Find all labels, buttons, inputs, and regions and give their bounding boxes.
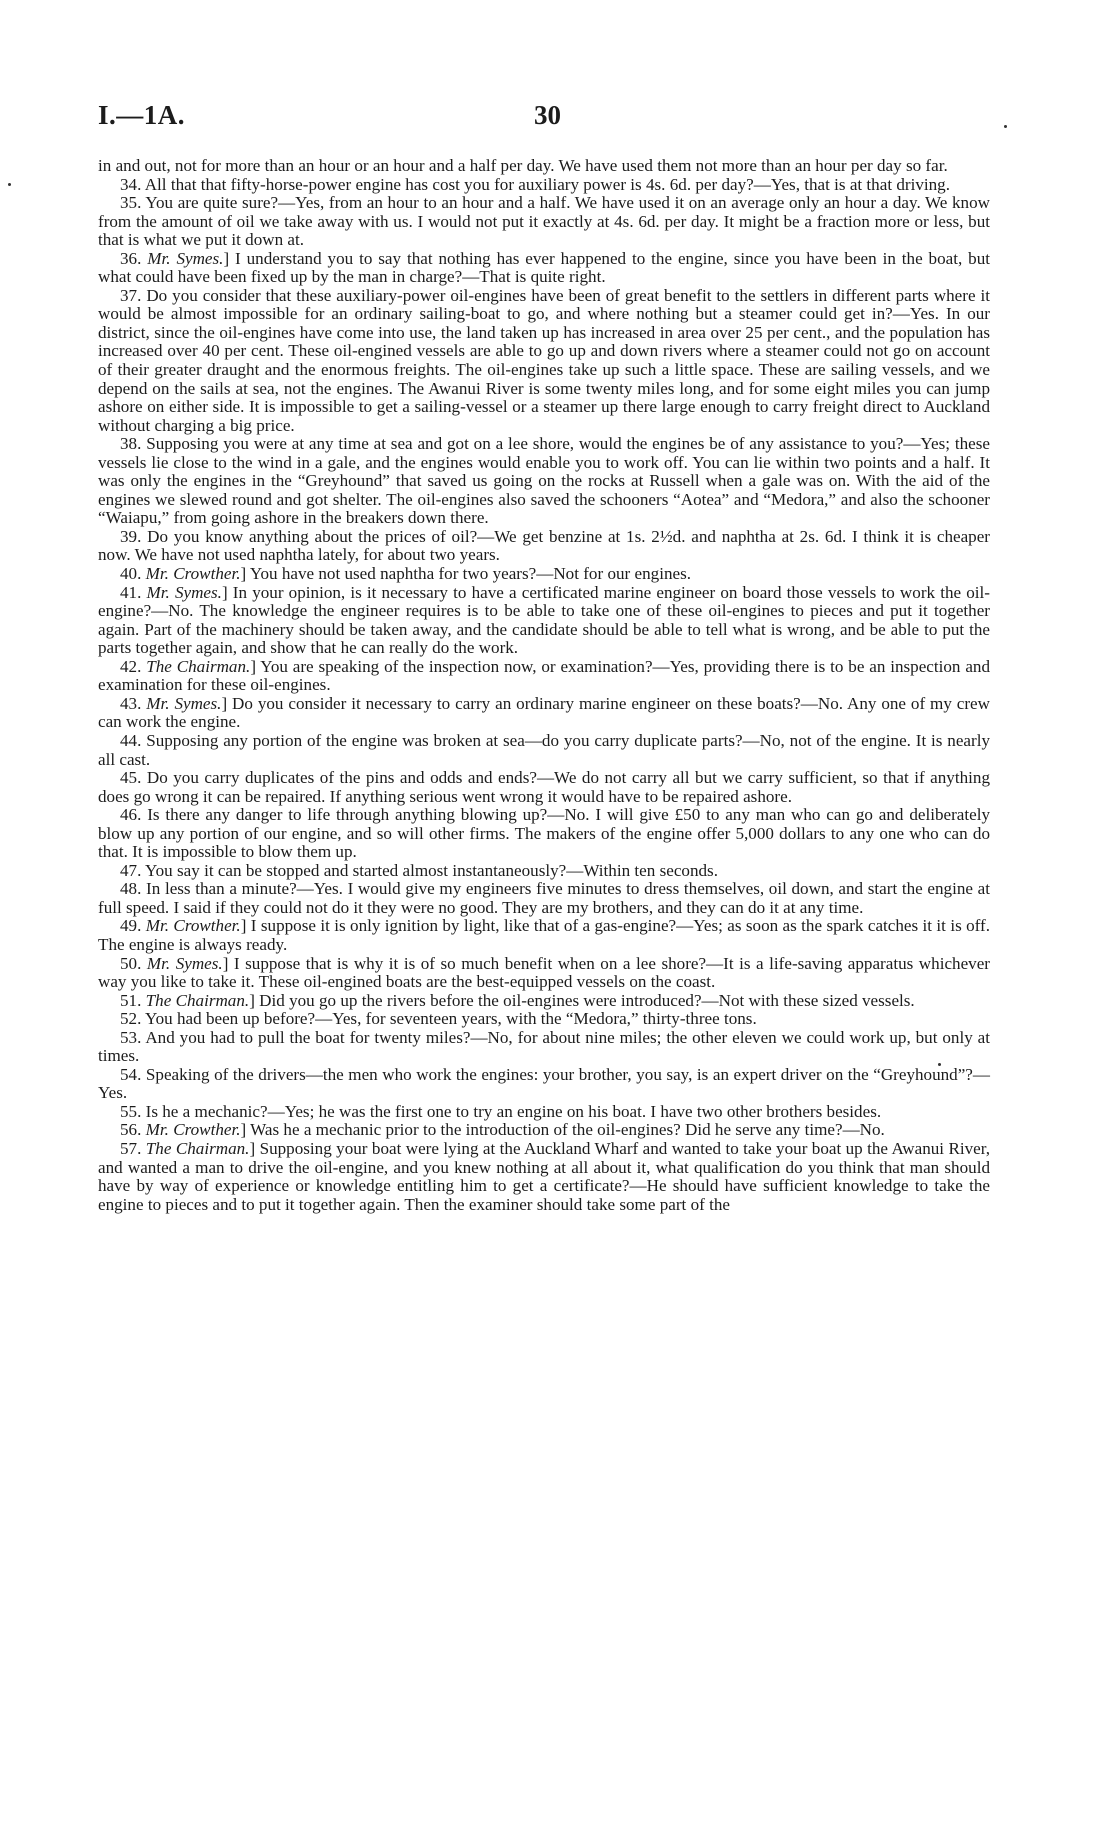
paragraph-text: in and out, not for more than an hour or an hour and a half per day. We have used them not more than an hour per day so far.: [98, 156, 948, 175]
testimony-paragraph: [98, 435, 990, 528]
page-header: [98, 100, 990, 140]
question-number: 49.: [120, 916, 142, 936]
testimony-paragraph: [98, 1140, 990, 1214]
testimony-paragraph: [98, 806, 990, 862]
paragraph-text: ] Supposing your boat were lying at the Auckland Wharf and wanted to take your boat up the Awanui River, and wanted a man to drive the oil-engine, and you knew nothing at all about it, what qualification do you think that man should have by way of experience or knowledge entitling him to get a certificate?—He should have sufficient knowledge to take the engine to pieces and to put it together again. Then the examiner should take some part of the: [98, 1138, 991, 1214]
speaker-name: The Chairman.: [146, 656, 251, 676]
paragraph-text: ] Do you consider it necessary to carry an ordinary marine engineer on these boats?—No. Any one of my crew can work the engine.: [98, 693, 990, 732]
testimony-paragraph: [98, 157, 990, 176]
question-number: 41.: [120, 582, 142, 602]
testimony-paragraph: [98, 880, 990, 917]
speaker-name: Mr. Crowther.: [145, 916, 241, 936]
speaker-name: Mr. Symes.: [147, 248, 224, 268]
speaker-name: Mr. Symes.: [146, 693, 222, 713]
paragraph-text: 39. Do you know anything about the prices of oil?—We get benzine at 1s. 2½d. and naphtha at 2s. 6d. I think it is cheaper now. We have not used naphtha lately, for about two years.: [98, 526, 990, 565]
speaker-name: Mr. Crowther.: [145, 564, 241, 584]
testimony-paragraph: [98, 176, 990, 195]
testimony-paragraph: [98, 955, 990, 992]
paragraph-text: 47. You say it can be stopped and started almost instantaneously?—Within ten seconds.: [120, 860, 718, 880]
paragraph-text: 46. Is there any danger to life through anything blowing up?—No. I will give £50 to any man who can go and deliberately blow up any portion of our engine, and so will other firms. The makers of the engine offer 5,000 dollars to any one who can do that. It is impossible to blow them up.: [98, 805, 990, 862]
speck-mark: [1004, 125, 1007, 128]
question-number: 36.: [120, 248, 142, 268]
testimony-paragraph: [98, 287, 990, 435]
paragraph-text: 44. Supposing any portion of the engine was broken at sea—do you carry duplicate parts?—No, not of the engine. It is nearly all cast.: [98, 730, 990, 769]
paragraph-text: 38. Supposing you were at any time at sea and got on a lee shore, would the engines be of any assistance to you?—Yes; these vessels lie close to the wind in a gale, and the engines would enable you to work off. You can lie within two points and a half. It was only the engines in the “Greyhound” that saved us going on the rocks at Russell when a gale was on. With the aid of the engines we slewed round and got shelter. The oil-engines also saved the schooners “Aotea” and “Medora,” and also the schooner “Waiapu,” from going ashore in the breakers down there.: [98, 434, 990, 528]
paragraph-text: 37. Do you consider that these auxiliary-power oil-engines have been of great benefit to the settlers in different parts where it would be almost impossible for an ordinary sailing-boat to go, and where nothing but a steamer could get in?—Yes. In our district, since the oil-engines have come into use, the land taken up has increased in area over 25 per cent., and the population has increased over 40 per cent. These oil-engined vessels are able to go up and down rivers where a steamer could not go on account of their greater draught and the enormous freights. The oil-engines take up such a little space. These are sailing vessels, and we depend on the sails at sea, not the engines. The Awanui River is some twenty miles long, and for some eight miles you can jump ashore on either side. It is impossible to get a sailing-vessel or a steamer up there large enough to carry freight direct to Auckland without charging a big price.: [98, 285, 990, 435]
testimony-paragraph: [98, 992, 990, 1011]
testimony-paragraph: [98, 565, 990, 584]
paragraph-text: 45. Do you carry duplicates of the pins and odds and ends?—We do not carry all but we carry sufficient, so that if anything does go wrong it can be repaired. If anything serious went wrong it would have to be repaired ashore.: [98, 768, 990, 806]
testimony-paragraph: [98, 1066, 990, 1103]
speaker-name: Mr. Crowther.: [145, 1120, 241, 1140]
testimony-paragraph: [98, 528, 990, 565]
question-number: 43.: [120, 693, 142, 713]
speaker-name: The Chairman.: [145, 990, 250, 1010]
paragraph-text: 35. You are quite sure?—Yes, from an hour to an hour and a half. We have used it on an average only an hour a day. We know from the amount of oil we take away with us. I would not put it exactly at 4s. 6d. per day. It might be a fraction more or less, but that is what we put it down at.: [98, 193, 990, 250]
paragraph-text: ] I suppose that is why it is of so much benefit when on a lee shore?—It is a life-saving apparatus whichever way you like to take it. These oil-engined boats are the best-equipped vessels on the coast.: [98, 953, 990, 992]
paragraph-text: 53. And you had to pull the boat for twenty miles?—No, for about nine miles; the other eleven we could work up, but only at times.: [98, 1027, 990, 1066]
paragraph-text: ] I suppose it is only ignition by light, like that of a gas-engine?—Yes; as soon as the spark catches it it is off. The engine is always ready.: [98, 916, 991, 954]
testimony-paragraph: [98, 250, 990, 287]
paragraph-text: 34. All that that fifty-horse-power engine has cost you for auxiliary power is 4s. 6d. per day?—Yes, that is at that driving.: [120, 174, 950, 194]
speaker-name: The Chairman.: [145, 1138, 250, 1158]
page-number: 30: [534, 100, 561, 130]
paragraph-text: 48. In less than a minute?—Yes. I would give my engineers five minutes to dress themselves, oil down, and start the engine at full speed. I said if they could not do it they were no good. They are my brothers, and they can do it at any time.: [98, 879, 990, 917]
question-number: 56.: [120, 1120, 142, 1140]
question-number: 51.: [120, 990, 142, 1010]
speck-mark: [8, 183, 11, 186]
testimony-paragraph: [98, 1029, 990, 1066]
speaker-name: Mr. Symes.: [146, 953, 223, 973]
testimony-paragraph: [98, 695, 990, 732]
paragraph-text: ] In your opinion, is it necessary to have a certificated marine engineer on board those vessels to work the oil-engine?—No. The knowledge the engineer requires is to be able to take one of these oil-engines to pieces and put it together again. Part of the machinery should be taken away, and the candidate should be able to tell what is wrong, and be able to put the parts together again, and show that he can really do the work.: [98, 582, 990, 658]
testimony-paragraph: [98, 862, 990, 881]
speaker-name: Mr. Symes.: [146, 582, 222, 602]
paragraph-text: 52. You had been up before?—Yes, for seventeen years, with the “Medora,” thirty-three tons.: [120, 1009, 757, 1029]
question-number: 40.: [120, 564, 142, 584]
testimony-paragraph: [98, 1121, 990, 1140]
testimony-paragraph: [98, 917, 990, 954]
testimony-paragraph: [98, 194, 990, 250]
testimony-paragraph: [98, 1010, 990, 1029]
document-reference: I.—1A.: [98, 100, 186, 130]
paragraph-text: ] Did you go up the rivers before the oil-engines were introduced?—Not with these sized vessels.: [249, 990, 915, 1010]
testimony-paragraph: [98, 732, 990, 769]
testimony-paragraph: [98, 1103, 990, 1122]
testimony-paragraph: [98, 658, 990, 695]
paragraph-text: ] Was he a mechanic prior to the introduction of the oil-engines? Did he serve any time?—No.: [240, 1120, 885, 1140]
paragraph-text: 54. Speaking of the drivers—the men who work the engines: your brother, you say, is an expert driver on the “Greyhound”?—Yes.: [98, 1064, 990, 1103]
paragraph-text: 55. Is he a mechanic?—Yes; he was the first one to try an engine on his boat. I have two other brothers besides.: [120, 1101, 882, 1121]
testimony-paragraph: [98, 769, 990, 806]
paragraph-text: ] I understand you to say that nothing has ever happened to the engine, since you have been in the boat, but what could have been fixed up by the man in charge?—That is quite right.: [98, 248, 991, 287]
question-number: 50.: [120, 953, 142, 973]
question-number: 57.: [120, 1138, 142, 1158]
question-number: 42.: [120, 656, 142, 676]
paragraph-text: ] You are speaking of the inspection now, or examination?—Yes, providing there is to be an inspection and examination for these oil-engines.: [98, 656, 990, 695]
testimony-paragraph: [98, 584, 990, 658]
paragraph-text: ] You have not used naphtha for two years?—Not for our engines.: [240, 564, 691, 584]
testimony-body: [98, 157, 990, 1214]
